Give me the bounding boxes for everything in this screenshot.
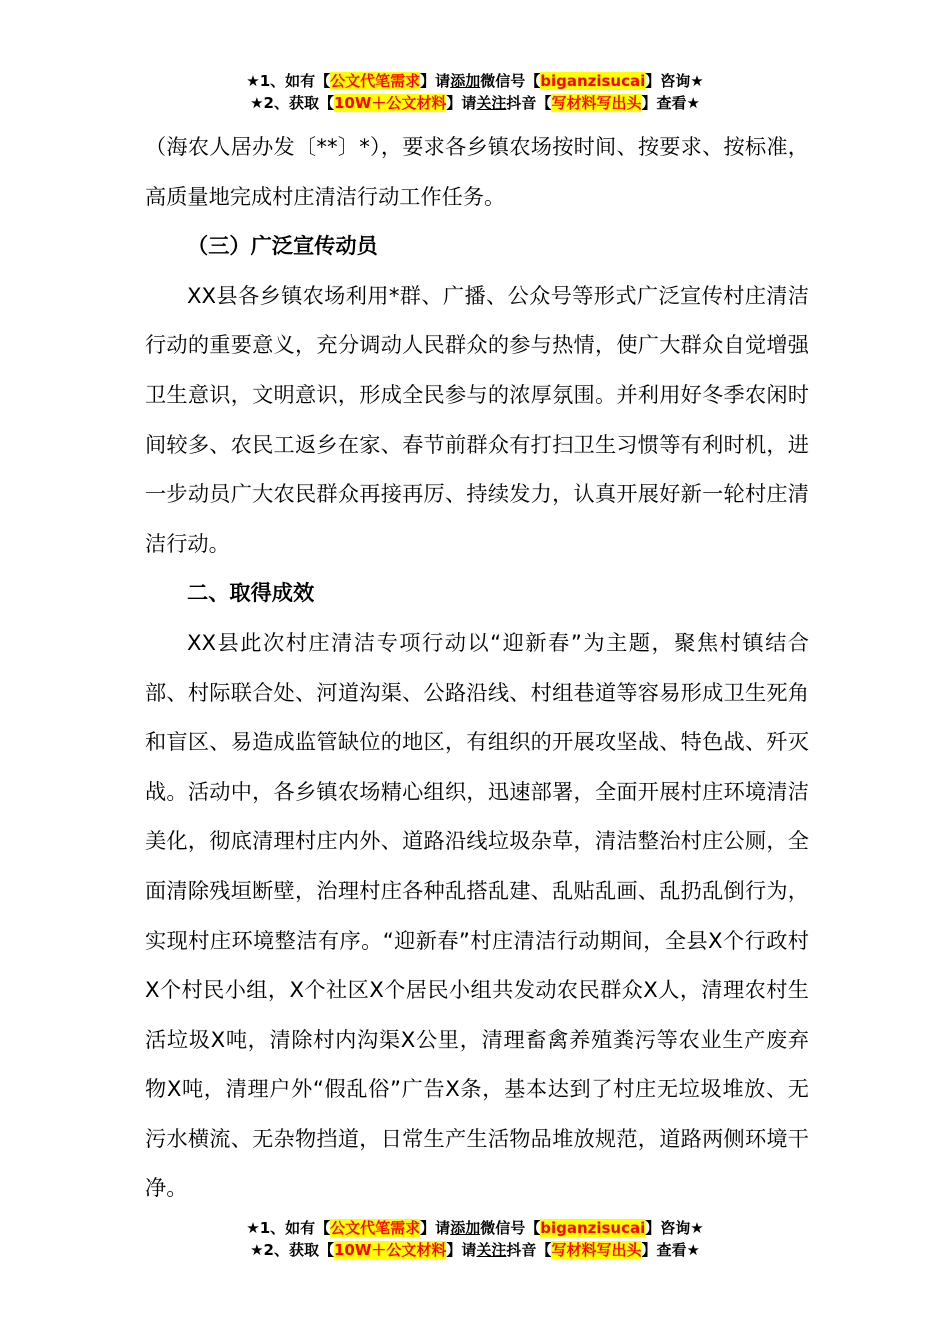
promo-line-1-mid: 】请 <box>420 1219 451 1237</box>
promo-line-2-prefix: ★2、获取【 <box>250 1241 334 1259</box>
promo-line-2 <box>0 1239 950 1261</box>
document-body <box>145 122 809 1213</box>
promo-line-1-prefix: ★1、如有【 <box>246 1219 331 1237</box>
promo-line-1-suffix: 】咨询★ <box>645 72 704 90</box>
promo-line-1-highlight-wechat: biganzisucai <box>540 1219 646 1237</box>
bottom-promo-banner <box>0 1217 950 1261</box>
promo-line-2-mid2: 抖音【 <box>506 1241 552 1259</box>
section-heading-publicity: （三）广泛宣传动员 <box>187 233 378 259</box>
promo-line-1-underlined: 添加 <box>450 1219 481 1237</box>
promo-line-2-mid2: 抖音【 <box>506 94 552 112</box>
promo-line-2-suffix: 】查看★ <box>641 1241 700 1259</box>
promo-line-1-prefix: ★1、如有【 <box>246 72 331 90</box>
promo-line-1-highlight-service: 公文代笔需求 <box>330 1219 421 1237</box>
paragraph-publicity: XX县各乡镇农场利用*群、广播、公众号等形式广泛宣传村庄清洁行动的重要意义，充分调动人民群众的参与热情，使广大群众自觉增强卫生意识，文明意识，形成全民参与的浓厚氛围。并利用好冬季农闲时间较多、农民工返乡在家、春节前群众有打扫卫生习惯等有利时机，进一步动员广大农民群众再接再厉、持续发力，认真开展好新一轮村庄清洁行动。 <box>145 282 809 556</box>
promo-line-2 <box>0 92 950 114</box>
top-promo-banner <box>0 70 950 114</box>
promo-line-2-underlined: 关注 <box>476 94 507 112</box>
promo-line-1-suffix: 】咨询★ <box>645 1219 704 1237</box>
promo-line-2-suffix: 】查看★ <box>641 94 700 112</box>
promo-line-1 <box>0 70 950 92</box>
paragraph-continued: （海农人居办发〔**〕*），要求各乡镇农场按时间、按要求、按标准，高质量地完成村庄清洁行动工作任务。 <box>145 134 809 209</box>
promo-line-2-underlined: 关注 <box>476 1241 507 1259</box>
promo-line-2-highlight-materials: 10W＋公文材料 <box>333 1241 447 1259</box>
promo-line-1-highlight-wechat: biganzisucai <box>540 72 646 90</box>
promo-line-2-mid: 】请 <box>446 1241 477 1259</box>
promo-line-1-mid2: 微信号【 <box>480 72 541 90</box>
promo-line-2-prefix: ★2、获取【 <box>250 94 334 112</box>
section-heading-results: 二、取得成效 <box>187 580 315 606</box>
paragraph-results: XX县此次村庄清洁专项行动以“迎新春”为主题，聚焦村镇结合部、村际联合处、河道沟渠、公路沿线、村组巷道等容易形成卫生死角和盲区、易造成监管缺位的地区，有组织的开展攻坚战、特色战、歼灭战。活动中，各乡镇农场精心组织，迅速部署，全面开展村庄环境清洁美化，彻底清理村庄内外、道路沿线垃圾杂草，清洁整治村庄公厕，全面清除残垣断壁，治理村庄各种乱搭乱建、乱贴乱画、乱扔乱倒行为，实现村庄环境整洁有序。“迎新春”村庄清洁行动期间，全县X个行政村X个村民小组，X个社区X个居民小组共发动农民群众X人，清理农村生活垃圾X吨，清除村内沟渠X公里，清理畜禽养殖粪污等农业生产废弃物X吨，清理户外“假乱俗”广告X条，基本达到了村庄无垃圾堆放、无污水横流、无杂物挡道，日常生产生活物品堆放规范，道路两侧环境干净。 <box>145 629 809 1201</box>
promo-line-2-highlight-douyin: 写材料写出头 <box>551 1241 642 1259</box>
promo-line-1-mid: 】请 <box>420 72 451 90</box>
promo-line-1 <box>0 1217 950 1239</box>
promo-line-2-mid: 】请 <box>446 94 477 112</box>
promo-line-2-highlight-douyin: 写材料写出头 <box>551 94 642 112</box>
promo-line-1-highlight-service: 公文代笔需求 <box>330 72 421 90</box>
promo-line-1-mid2: 微信号【 <box>480 1219 541 1237</box>
promo-line-2-highlight-materials: 10W＋公文材料 <box>333 94 447 112</box>
promo-line-1-underlined: 添加 <box>450 72 481 90</box>
